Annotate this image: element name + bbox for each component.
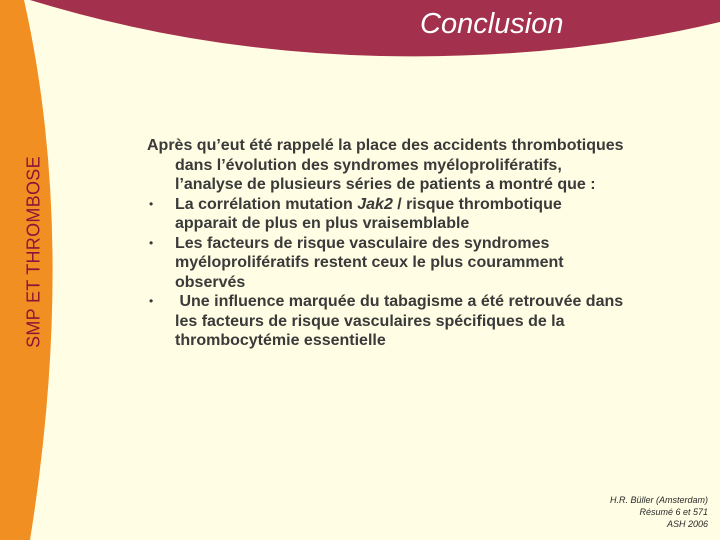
main-content bbox=[147, 136, 627, 351]
citation-author: H.R. Büller (Amsterdam) bbox=[609, 495, 708, 505]
sidebar-title: SMP ET THROMBOSE bbox=[23, 156, 44, 348]
bullet-text: Les facteurs de risque vasculaire des syndromes myéloprolifératifs restent ceux le plus couramment observés bbox=[175, 234, 564, 291]
slide-title: Conclusion bbox=[420, 8, 564, 40]
bullet-marker: • bbox=[149, 235, 154, 250]
bullet-emphasis: Jak2 bbox=[357, 195, 393, 213]
citation-source: ASH 2006 bbox=[666, 519, 708, 529]
bullet-marker: • bbox=[149, 294, 154, 308]
bullet-item-jak2 bbox=[147, 195, 627, 234]
bullet-text-before: La corrélation mutation bbox=[175, 195, 358, 213]
bullet-item-risk-factors bbox=[147, 234, 627, 293]
bullet-marker: • bbox=[149, 196, 154, 211]
intro-paragraph: Après qu’eut été rappelé la place des accidents thrombotiques dans l’évolution des syndromes myéloprolifératifs, l’analyse de plusieurs séries de patients a montré que : bbox=[147, 137, 624, 193]
header-banner bbox=[0, 0, 720, 56]
bullet-list bbox=[147, 195, 627, 351]
citation bbox=[610, 494, 708, 530]
citation-abstract: Résumé 6 et 571 bbox=[639, 507, 708, 517]
bullet-text: Une influence marquée du tabagisme a été retrouvée dans les facteurs de risque vasculaires spécifiques de la thrombocytémie essentielle bbox=[175, 293, 628, 349]
bullet-text-after: / risque thrombotique apparait de plus en plus vraisemblable bbox=[175, 195, 562, 232]
bullet-item-smoking bbox=[147, 292, 627, 351]
